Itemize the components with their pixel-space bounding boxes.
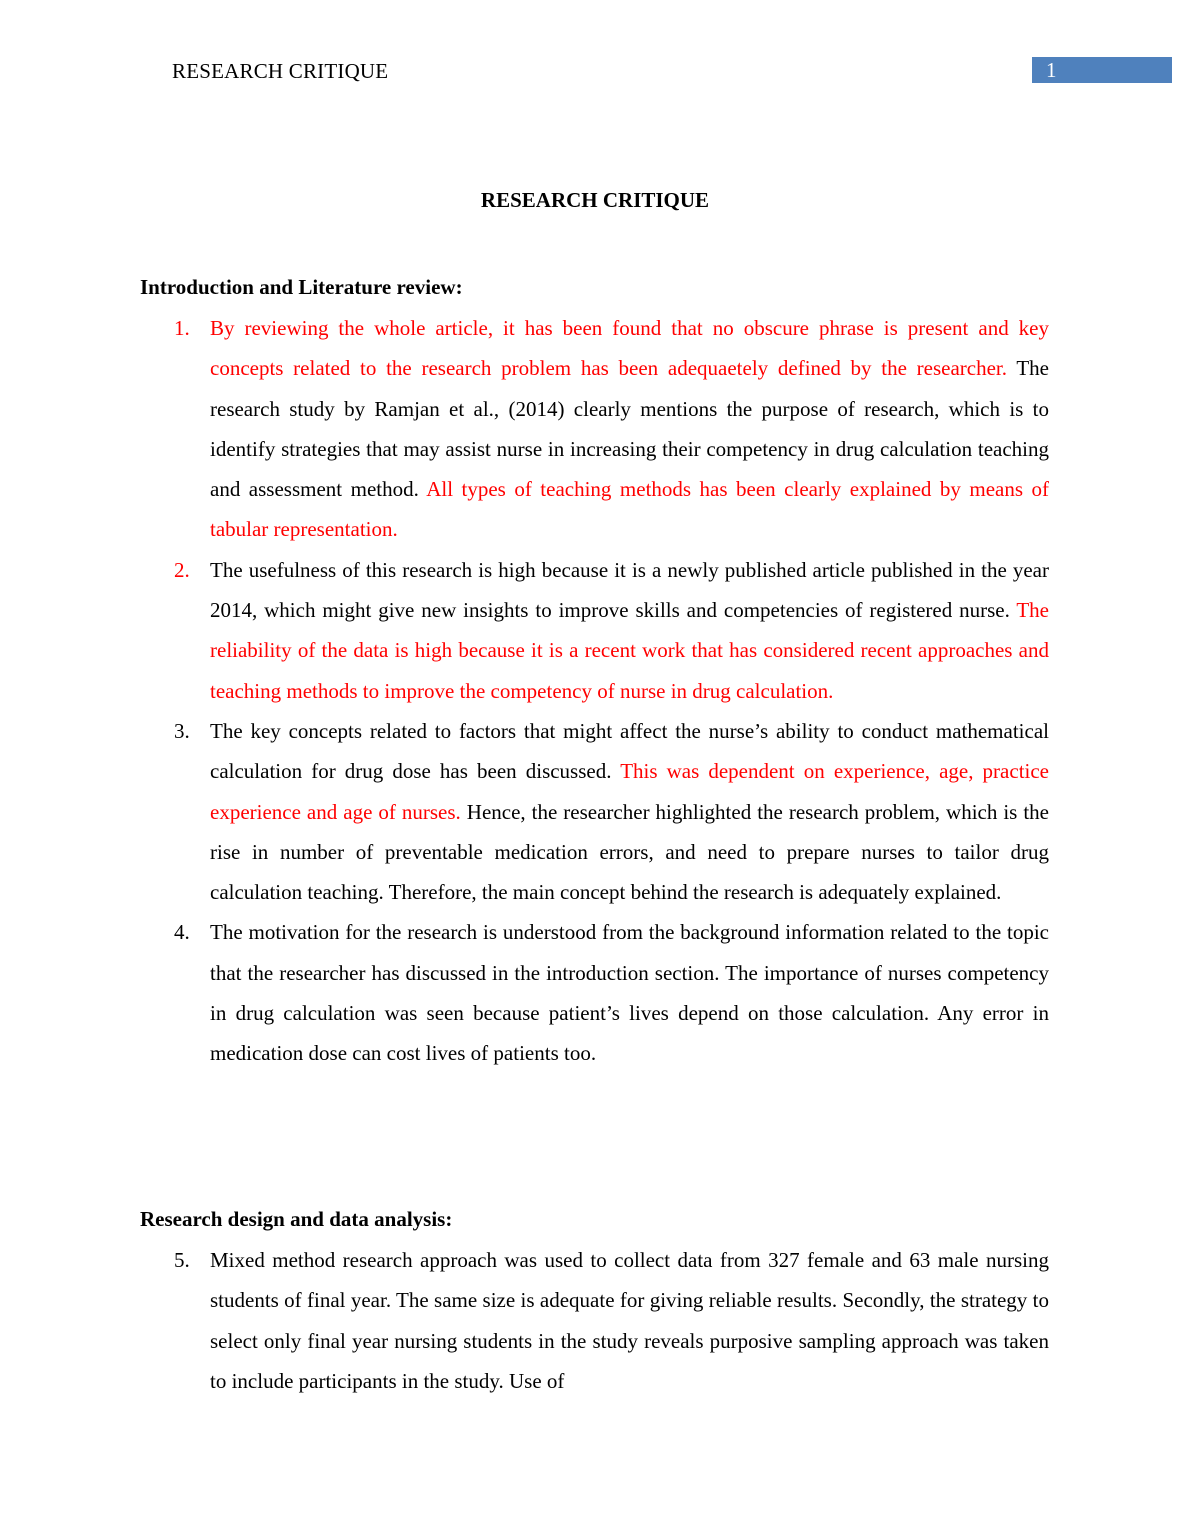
numbered-list-introduction xyxy=(0,308,1190,1074)
highlighted-text: This was dependent on experience, age, practice experience and age of nurses. xyxy=(210,759,1050,824)
list-item xyxy=(174,550,1049,711)
highlighted-text: The reliability of the data is high because it is a recent work that has considered recent approaches and teaching methods to improve the competency of nurse in drug calculation. xyxy=(210,598,1049,703)
highlighted-text: By reviewing the whole article, it has been found that no obscure phrase is present and key concepts related to the research problem has been adequaetely defined by the researcher. xyxy=(210,316,1049,381)
page-number-badge xyxy=(1032,57,1172,83)
list-item-number: 4. xyxy=(174,920,190,945)
numbered-list-research-design xyxy=(0,1240,1190,1401)
body-text: Hence, the researcher highlighted the research problem, which is the rise in number of preventable medication errors, and need to prepare nurses to tailor drug calculation teaching. Therefore, the main concept behind the research is adequately explained. xyxy=(210,799,1049,905)
list-item-number: 2. xyxy=(174,557,190,582)
section-heading-research-design: Research design and data analysis: xyxy=(140,1207,453,1231)
list-item xyxy=(174,1240,1049,1401)
list-item-number: 1. xyxy=(174,316,190,340)
section-heading-introduction: Introduction and Literature review: xyxy=(140,275,463,299)
body-text: The usefulness of this research is high because it is a newly published article published in the year 2014, which might give new insights to improve skills and competencies of registered nurse. xyxy=(210,557,1049,623)
list-item-number: 3. xyxy=(174,718,190,743)
list-item xyxy=(174,912,1049,1073)
list-item xyxy=(174,308,1049,550)
list-item-number: 5. xyxy=(174,1248,190,1272)
document-title: RESEARCH CRITIQUE xyxy=(480,188,710,212)
body-text: Mixed method research approach was used to collect data from 327 female and 63 male nursing students of final year. The same size is adequate for giving reliable results. Secondly, the strategy to select only final year nursing students in the study reveals purposive sampling approach was taken to include participants in the study. Use of xyxy=(210,1248,1049,1393)
body-text: The research study by Ramjan et al., (2014) clearly mentions the purpose of research, which is to identify strategies that may assist nurse in increasing their competency in drug calculation teaching and assessment method. xyxy=(210,356,1049,502)
list-item xyxy=(174,711,1050,912)
running-header-title: RESEARCH CRITIQUE xyxy=(172,59,389,83)
body-text: The motivation for the research is understood from the background information related to the topic that the researcher has discussed in the introduction section. The importance of nurses competency in drug calculation was seen because patient’s lives depend on those calculation. Any error in medication dose can cost lives of patients too. xyxy=(210,920,1049,1066)
page-number: 1 xyxy=(1046,58,1057,82)
body-text: The key concepts related to factors that might affect the nurse’s ability to conduct mathematical calculation for drug dose has been discussed. xyxy=(210,718,1049,784)
highlighted-text: All types of teaching methods has been clearly explained by means of tabular representation. xyxy=(210,477,1049,542)
